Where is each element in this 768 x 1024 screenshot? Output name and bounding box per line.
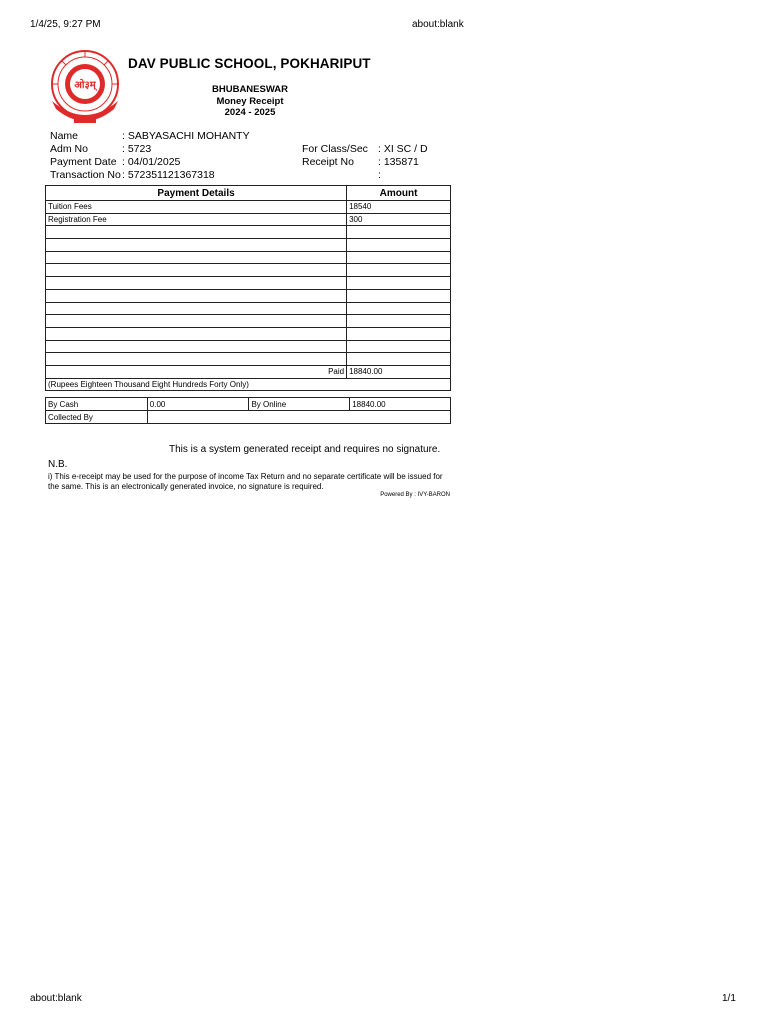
name-label: Name	[50, 130, 79, 142]
paid-label: Paid	[46, 365, 347, 378]
date-label: Payment Date	[50, 156, 117, 168]
collected-value	[147, 411, 450, 424]
col-payment-details: Payment Details	[46, 186, 347, 201]
print-timestamp: 1/4/25, 9:27 PM	[30, 19, 101, 30]
empty-row	[46, 302, 451, 315]
collection-table	[45, 397, 451, 424]
empty-row	[46, 251, 451, 264]
online-value: 18840.00	[350, 398, 451, 411]
fee-amount: 18540	[347, 201, 451, 214]
amount-in-words: (Rupees Eighteen Thousand Eight Hundreds Forty Only)	[46, 378, 451, 391]
print-url-top: about:blank	[412, 19, 464, 30]
session-year: 2024 - 2025	[224, 107, 276, 118]
table-header-row	[46, 186, 451, 201]
receipt-value: : 135871	[378, 156, 419, 168]
tax-note: i) This e-receipt may be used for the purpose of income Tax Return and no separate certificate will be issued for the same. This is an electronically generated invoice, no signature is required.	[48, 472, 443, 491]
empty-row	[46, 264, 451, 277]
school-emblem-icon	[44, 49, 126, 127]
empty-row	[46, 327, 451, 340]
school-name: DAV PUBLIC SCHOOL, POKHARIPUT	[128, 56, 371, 71]
system-note: This is a system generated receipt and requires no signature.	[169, 444, 441, 455]
amount-words-row	[46, 378, 451, 391]
online-label: By Online	[249, 398, 350, 411]
empty-row	[46, 353, 451, 366]
empty-row	[46, 226, 451, 239]
adm-value: : 5723	[122, 143, 152, 155]
name-value: : SABYASACHI MOHANTY	[122, 130, 250, 142]
emblem-text: ओ३म्	[74, 80, 96, 91]
empty-row	[46, 315, 451, 328]
paid-value: 18840.00	[347, 365, 451, 378]
cash-value: 0.00	[147, 398, 249, 411]
extra-value: :	[378, 169, 381, 181]
adm-label: Adm No	[50, 143, 88, 155]
powered-by: Powered By : IVY-BARON	[380, 492, 450, 498]
collected-label: Collected By	[46, 411, 148, 424]
nb-label: N.B.	[48, 459, 68, 470]
empty-row	[46, 239, 451, 252]
page-count: 1/1	[722, 993, 736, 1004]
class-label: For Class/Sec	[302, 143, 368, 155]
fee-item: Tuition Fees	[46, 201, 347, 214]
empty-row	[46, 289, 451, 302]
school-city: BHUBANESWAR	[212, 84, 288, 95]
txn-label: Transaction No	[50, 169, 121, 181]
table-row	[46, 411, 451, 424]
total-row	[46, 365, 451, 378]
empty-row	[46, 340, 451, 353]
empty-row	[46, 277, 451, 290]
table-row	[46, 213, 451, 226]
table-row	[46, 201, 451, 214]
date-value: : 04/01/2025	[122, 156, 181, 168]
print-url-bottom: about:blank	[30, 993, 82, 1004]
payment-table	[45, 185, 451, 391]
class-value: : XI SC / D	[378, 143, 428, 155]
cash-label: By Cash	[46, 398, 148, 411]
col-amount: Amount	[347, 186, 451, 201]
table-row	[46, 398, 451, 411]
txn-value: : 572351121367318	[122, 169, 215, 181]
receipt-title: Money Receipt	[216, 96, 284, 107]
fee-amount: 300	[347, 213, 451, 226]
receipt-label: Receipt No	[302, 156, 354, 168]
fee-item: Registration Fee	[46, 213, 347, 226]
